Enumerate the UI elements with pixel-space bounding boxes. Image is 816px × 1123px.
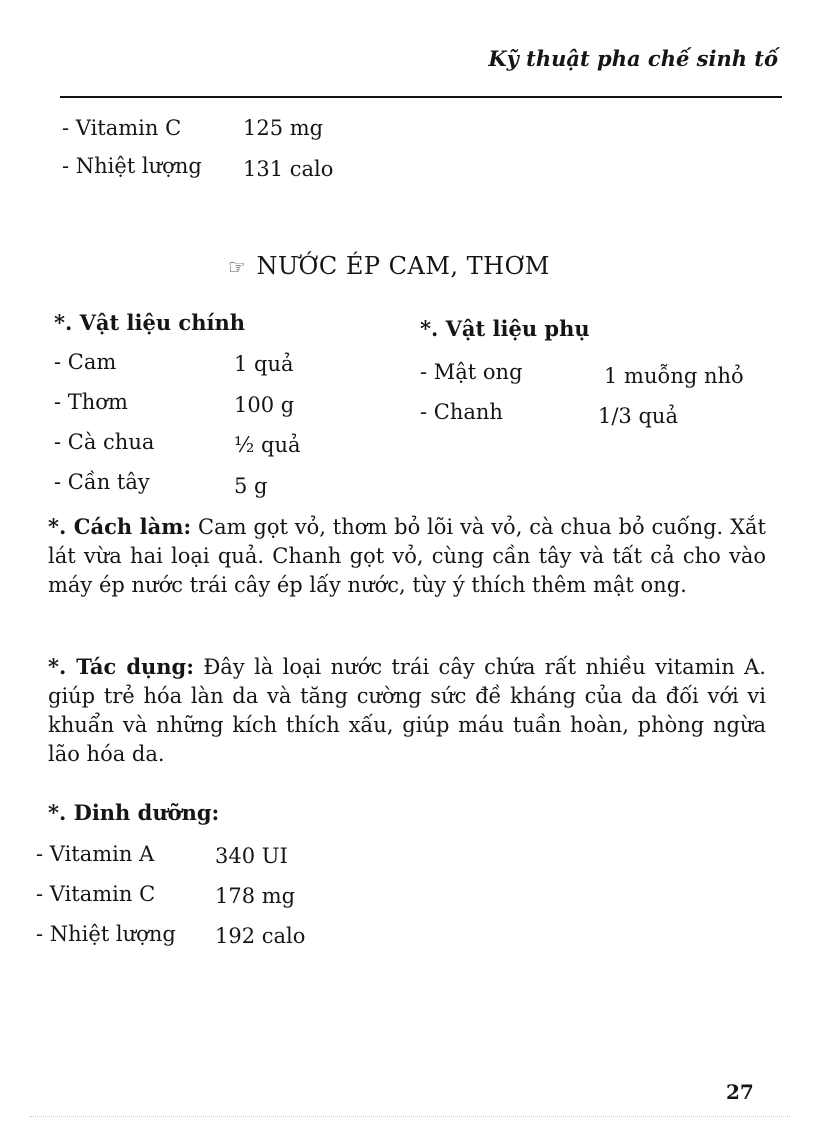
ingredient-label: - Thơm [54, 390, 128, 414]
nutrition-value: 340 UI [215, 844, 288, 868]
effect-paragraph [48, 652, 766, 769]
nutrition-label: - Vitamin C [36, 882, 156, 906]
recipe-title [228, 252, 550, 280]
ingredient-label: - Cam [54, 350, 117, 374]
ingredient-amount: 100 g [234, 393, 295, 417]
prev-nutrition-label: - Nhiệt lượng [62, 154, 202, 178]
page-edge-line [30, 1116, 790, 1117]
hand-pointing-icon: ☞ [228, 255, 247, 279]
nutrition-heading: *. Dinh dưỡng: [48, 800, 220, 825]
ingredient-amount: 1 muỗng nhỏ [604, 364, 744, 388]
nutrition-label: - Vitamin A [36, 842, 155, 866]
page-number: 27 [726, 1080, 754, 1104]
nutrition-label: - Nhiệt lượng [36, 922, 176, 946]
effect-label: *. Tác dụng: [48, 654, 194, 679]
prev-nutrition-value: 125 mg [243, 116, 324, 140]
method-paragraph [48, 512, 766, 600]
prev-nutrition-value: 131 calo [243, 157, 334, 181]
ingredient-amount: 1 quả [234, 352, 294, 376]
ingredient-label: - Cà chua [54, 430, 155, 454]
header-rule [60, 96, 782, 98]
main-ingredients-heading: *. Vật liệu chính [54, 310, 245, 335]
nutrition-value: 192 calo [215, 924, 306, 948]
method-text: Cam gọt vỏ, thơm bỏ lõi và vỏ, cà chua bỏ cuống. Xắt lát vừa hai loại quả. Chanh gọt vỏ, cùng cần tây và tất cả cho vào máy ép nước trái cây ép lấy nước, tùy ý thích thêm mật ong. [48, 515, 766, 597]
ingredient-label: - Chanh [420, 400, 503, 424]
ingredient-amount: ½ quả [234, 433, 301, 457]
effect-text: Đây là loại nước trái cây chứa rất nhiều vitamin A. giúp trẻ hóa làn da và tăng cường sức đề kháng của da đối với vi khuẩn và những kích thích xấu, giúp máu tuần hoàn, phòng ngừa lão hóa da. [48, 655, 766, 766]
ingredient-label: - Mật ong [420, 360, 523, 384]
recipe-title-text: NƯỚC ÉP CAM, THƠM [256, 252, 550, 280]
prev-nutrition-label: - Vitamin C [62, 116, 182, 140]
running-header: Kỹ thuật pha chế sinh tố [488, 46, 778, 71]
extra-ingredients-heading: *. Vật liệu phụ [420, 316, 590, 341]
ingredient-amount: 5 g [234, 474, 268, 498]
ingredient-amount: 1/3 quả [598, 404, 678, 428]
method-label: *. Cách làm: [48, 514, 192, 539]
ingredient-label: - Cần tây [54, 470, 150, 494]
nutrition-value: 178 mg [215, 884, 296, 908]
